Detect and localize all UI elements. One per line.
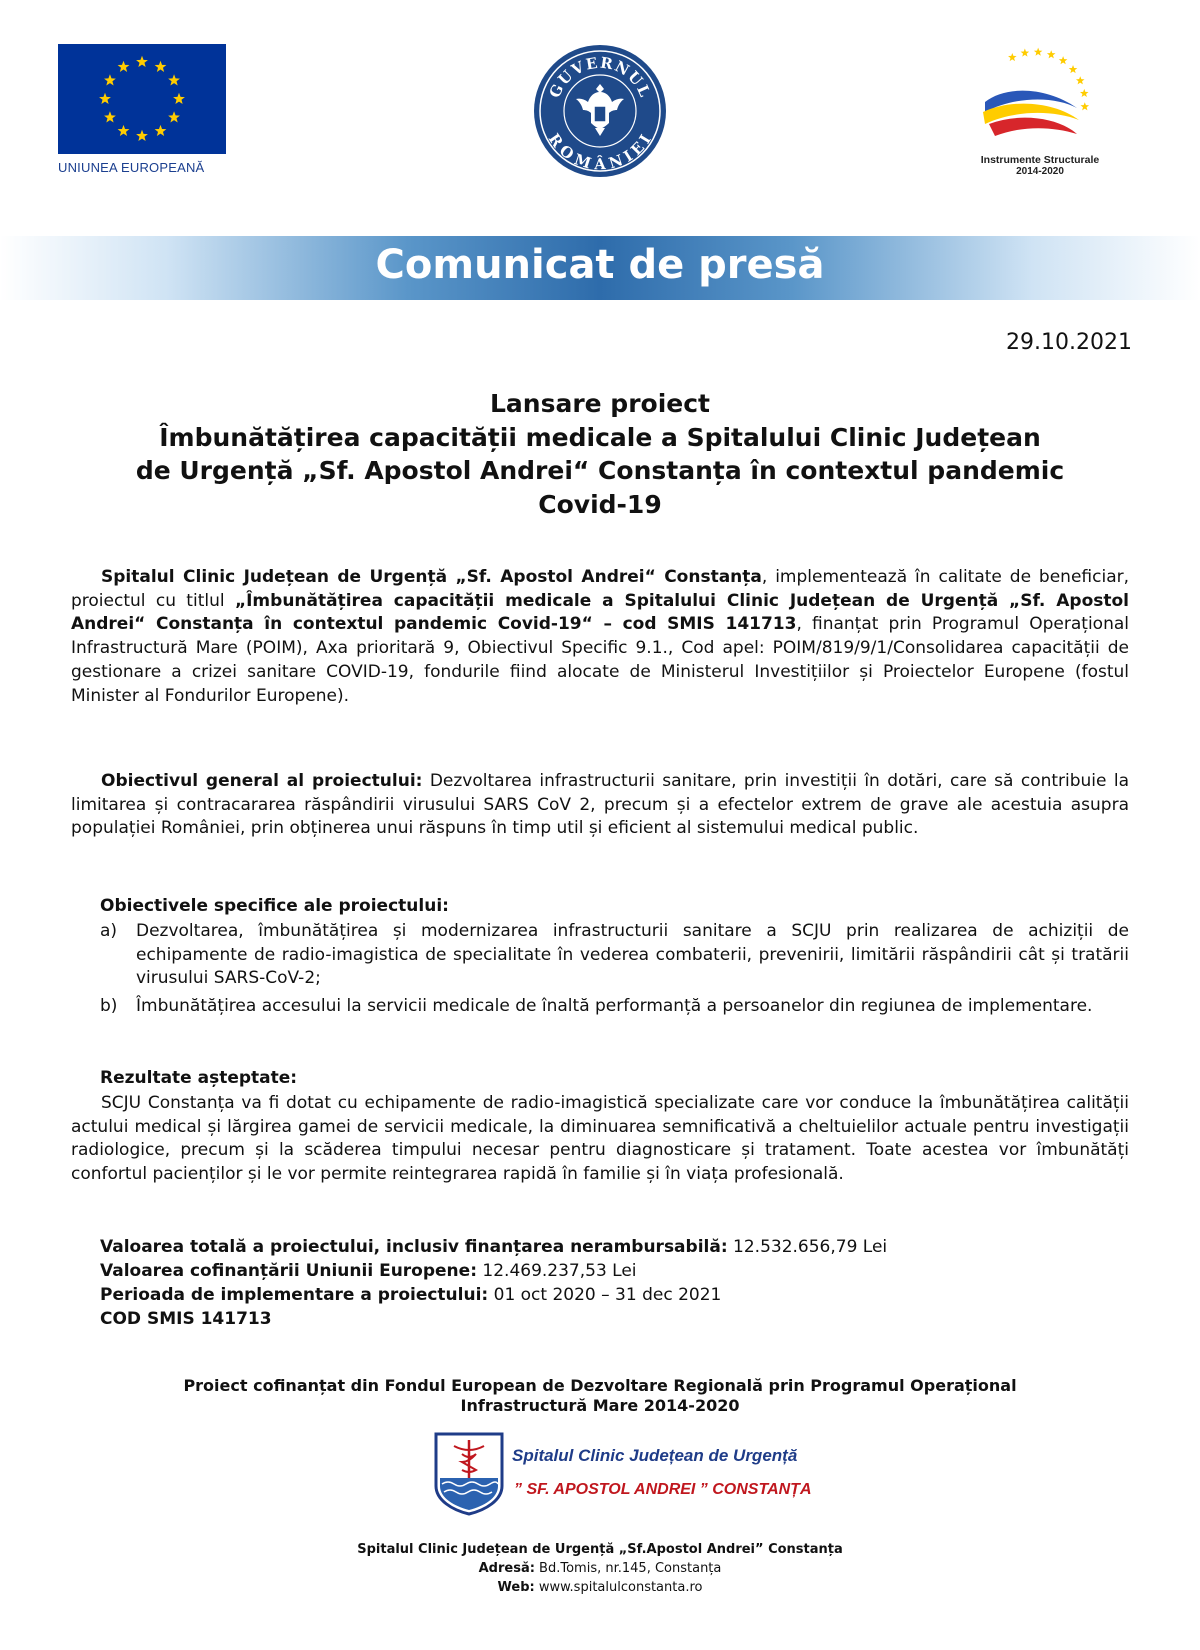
- results-paragraph: SCJU Constanța va fi dotat cu echipamente de radio-imagistică specializate care vor conduce la îmbunătățirea calității actului medical și lărgirea gamei de servicii medicale, la diminuarea semnificativă a cheltuielilor actuale pentru investigații radiologice, precum și la scăderea timpului necesar pentru diagnosticare și tratament. Toate acestea vor îmbunătăți confortul pacienților și le vor permite reintegrarea rapidă în familie și în viața profesională.: [71, 1093, 1129, 1185]
- title-line: de Urgență „Sf. Apostol Andrei“ Constanța în contextul pandemic: [135, 456, 1065, 485]
- government-seal-icon: [533, 44, 667, 178]
- implementation-period-value: 01 oct 2020 – 31 dec 2021: [488, 1285, 722, 1305]
- total-value-label: Valoarea totală a proiectului, inclusiv finanțarea nerambursabilă:: [100, 1237, 728, 1257]
- eu-cofinancing-value: 12.469.237,53 Lei: [477, 1261, 637, 1281]
- is-star-icon: [1059, 56, 1068, 64]
- intro-funding-text: , finanțat prin Programul Operațional Infrastructură Mare (POIM), Axa prioritară 9, Obiectivul Specific 9.1., Cod apel: POIM/819/9/1/Consolidarea capacității de gestionare a crizei sanitare COVID-19, fondurile fiind alocate de Ministerul Investițiilor și Proiectelor Europene (fostul Minister al Fondurilor Europene).: [71, 614, 1130, 706]
- gov-ring-bottom-text: ROMÂNIEI: [544, 130, 656, 174]
- title-line: Îmbunătățirea capacității medicale a Spitalului Clinic Județean: [159, 422, 1041, 452]
- structural-instruments-emblem-icon: [965, 46, 1115, 148]
- cofinancing-note-line: Infrastructură Mare 2014-2020: [460, 1396, 740, 1415]
- general-objective-label: Obiectivul general al proiectului:: [101, 771, 423, 791]
- footer-web-link[interactable]: www.spitalulconstanta.ro: [534, 1580, 703, 1595]
- hospital-logo-line1: Spitalul Clinic Județean de Urgență: [512, 1446, 798, 1465]
- government-logo: [533, 44, 667, 178]
- press-release-banner: [0, 236, 1200, 300]
- is-star-icon: [1081, 102, 1090, 110]
- is-years: 2014-2020: [1016, 166, 1064, 177]
- footer: [0, 1540, 1200, 1597]
- list-item: [100, 920, 1129, 991]
- intro-text: , implementează în calitate de beneficiar, proiectul cu titlul: [71, 567, 1130, 611]
- eu-cofinancing-line: [100, 1259, 637, 1283]
- footer-web-line: [0, 1578, 1200, 1597]
- footer-address-label: Adresă:: [478, 1561, 535, 1576]
- hospital-logo-graphic: [432, 1432, 812, 1514]
- is-star-icon: [1069, 65, 1078, 73]
- eu-cofinancing-label: Valoarea cofinanțării Uniunii Europene:: [100, 1261, 477, 1281]
- list-marker: a): [100, 921, 118, 941]
- footer-address: Bd.Tomis, nr.145, Constanța: [534, 1561, 722, 1576]
- is-star-icon: [1076, 76, 1085, 84]
- list-item-text: Dezvoltarea, îmbunătățirea și modernizarea infrastructurii sanitare a SCJU prin realizarea de achiziții de echipamente de radio-imagistica de specialitate în vederea combaterii, prevenirii, limitării răspândirii cât și tratării virusului SARS-CoV-2;: [136, 921, 1129, 989]
- gov-ring-top-text: GUVERNUL: [545, 53, 655, 101]
- banner-title: Comunicat de presă: [375, 242, 825, 288]
- footer-institution-name: Spitalul Clinic Județean de Urgență „Sf.Apostol Andrei” Constanța: [357, 1542, 843, 1557]
- is-star-icon: [1008, 53, 1017, 61]
- total-value-line: [100, 1235, 887, 1259]
- is-star-icon: [1080, 89, 1089, 97]
- total-value: 12.532.656,79 Lei: [727, 1237, 888, 1257]
- title-line: Lansare proiect: [489, 389, 711, 418]
- is-title: Instrumente Structurale: [980, 154, 1100, 166]
- results-heading: Rezultate așteptate:: [100, 1068, 298, 1088]
- is-star-icon: [1034, 48, 1043, 56]
- eu-label: UNIUNEA EUROPEANĂ: [58, 160, 205, 175]
- list-item: [100, 995, 1129, 1019]
- smis-code: COD SMIS 141713: [100, 1309, 272, 1329]
- smis-code-line: [100, 1307, 272, 1331]
- intro-hospital-name: Spitalul Clinic Județean de Urgență „Sf. Apostol Andrei“ Constanța: [101, 567, 762, 587]
- cofinancing-note: [100, 1376, 1100, 1416]
- implementation-period-label: Perioada de implementare a proiectului:: [100, 1285, 489, 1305]
- is-star-icon: [1047, 50, 1056, 58]
- hospital-logo: [432, 1432, 812, 1514]
- implementation-period-line: [100, 1283, 721, 1307]
- structural-instruments-logo: [965, 46, 1115, 177]
- general-objective-paragraph: [71, 770, 1129, 841]
- footer-address-line: [0, 1559, 1200, 1578]
- eu-logo: [58, 44, 226, 175]
- document-date: 29.10.2021: [1006, 330, 1132, 355]
- general-objective-text: Dezvoltarea infrastructurii sanitare, prin investiții în dotări, care să contribuie la limitarea și contracararea răspândirii virusului SARS CoV 2, precum și a efectelor extrem de grave ale acestuia asupra populației României, prin obținerea unui răspuns în timp util și eficient al sistemului medical public.: [71, 771, 1129, 839]
- cofinancing-note-line: Proiect cofinanțat din Fondul European de Dezvoltare Regională prin Programul Operațional: [183, 1376, 1017, 1395]
- document-title: [110, 387, 1090, 521]
- footer-web-label: Web:: [497, 1580, 535, 1595]
- intro-project-title: „Îmbunătățirea capacității medicale a Spitalului Clinic Județean de Urgență „Sf. Apostol Andrei“ Constanța în contextul pandemic Covid-19“ – cod SMIS 141713: [71, 590, 1130, 635]
- hospital-logo-line2: ” SF. APOSTOL ANDREI ” CONSTANȚA: [514, 1481, 812, 1498]
- list-item-text: Îmbunătățirea accesului la servicii medicale de înaltă performanță a persoanelor din regiunea de implementare.: [136, 996, 1093, 1016]
- title-line: Covid-19: [538, 489, 662, 519]
- is-star-icon: [1021, 49, 1030, 57]
- specific-objectives-heading: Obiectivele specifice ale proiectului:: [100, 896, 449, 916]
- eu-flag-icon: [58, 44, 226, 154]
- intro-paragraph: [71, 566, 1129, 708]
- list-marker: b): [100, 996, 118, 1016]
